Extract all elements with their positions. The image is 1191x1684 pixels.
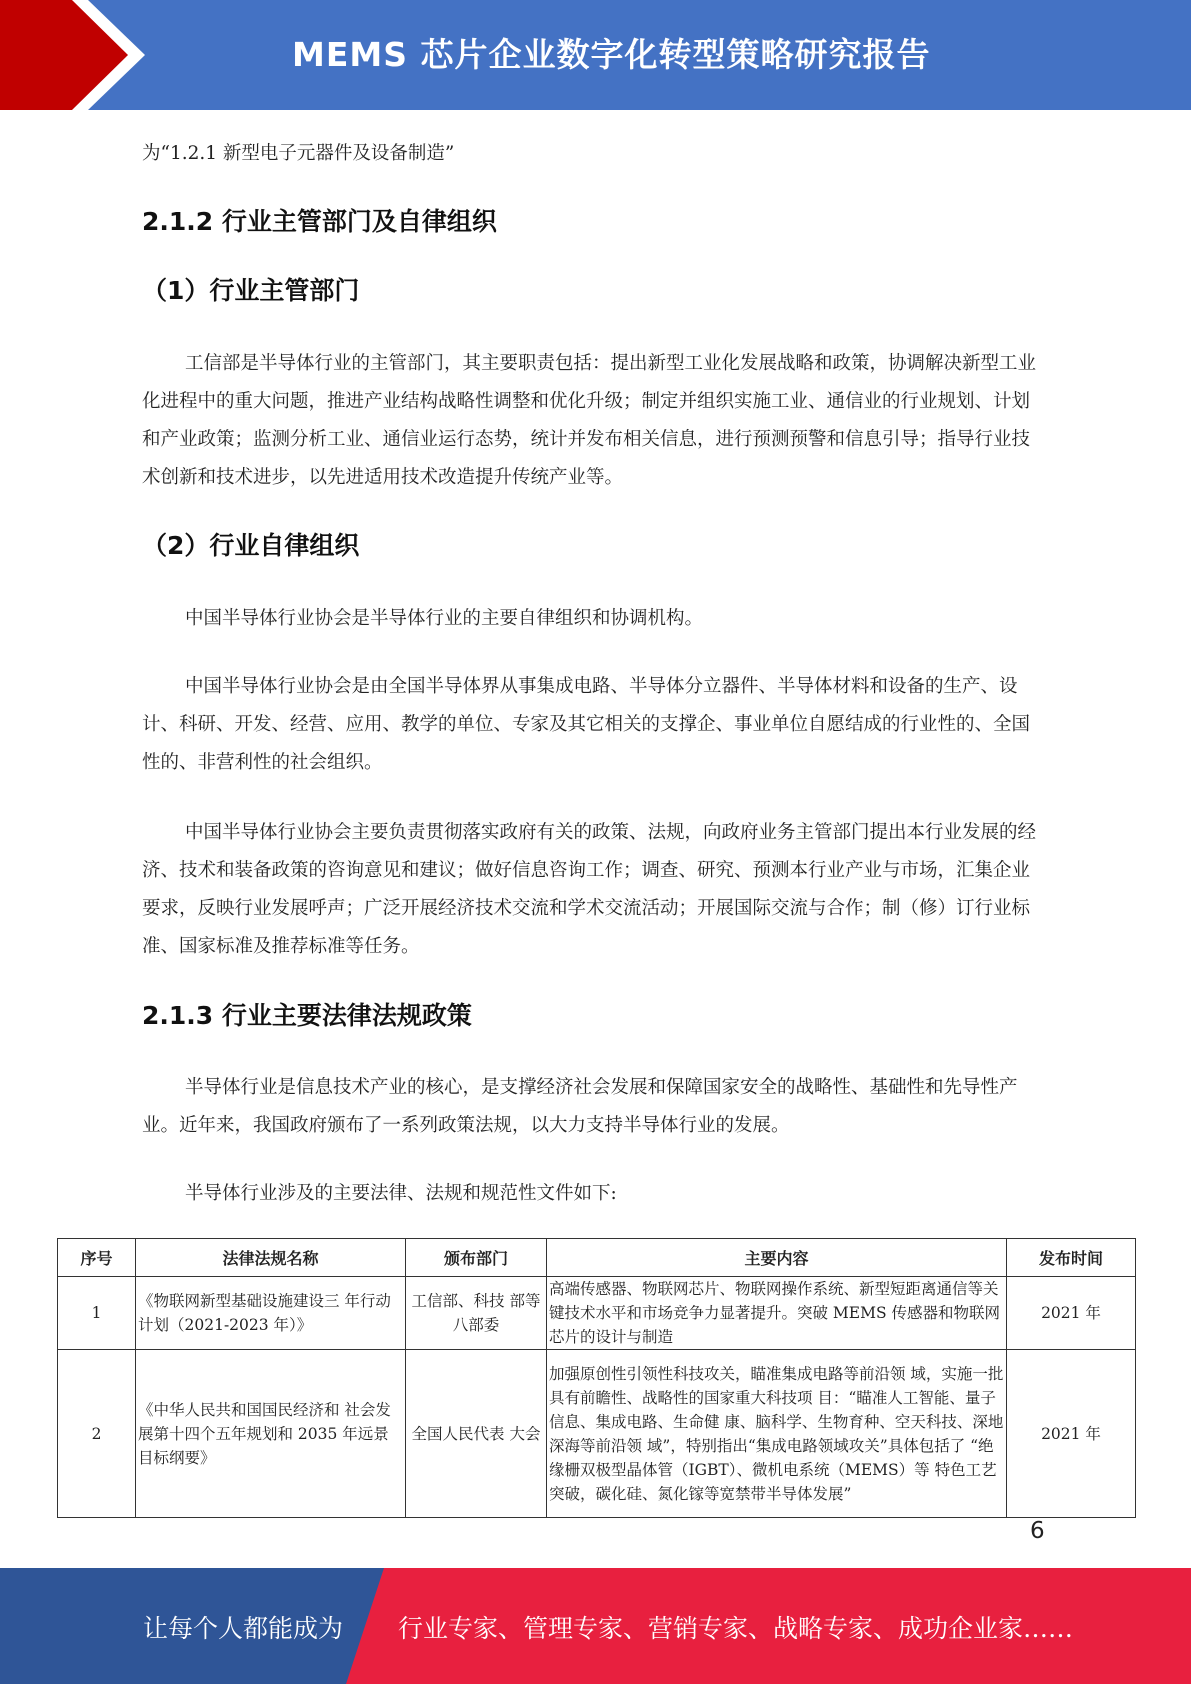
page-footer bbox=[0, 1568, 1191, 1684]
page-number: 6 bbox=[1030, 1518, 1045, 1544]
subheading-self-regulation: （2）行业自律组织 bbox=[142, 531, 360, 560]
header-arrow-decoration bbox=[0, 0, 160, 110]
cell-name: 《中华人民共和国国民经济和 社会发展第十四个五年规划和 2035 年远景目标纲要》 bbox=[136, 1350, 406, 1518]
section-heading-2-1-2: 2.1.2 行业主管部门及自律组织 bbox=[142, 207, 497, 236]
section-heading-2-1-3: 2.1.3 行业主要法律法规政策 bbox=[142, 1001, 472, 1030]
paragraph-association-intro: 中国半导体行业协会是半导体行业的主要自律组织和协调机构。 bbox=[185, 608, 704, 629]
header-content: 主要内容 bbox=[547, 1239, 1007, 1277]
cell-no: 2 bbox=[58, 1350, 136, 1518]
header-name: 法律法规名称 bbox=[136, 1239, 406, 1277]
subheading-authority: （1）行业主管部门 bbox=[142, 276, 360, 305]
header-date: 发布时间 bbox=[1007, 1239, 1136, 1277]
footer-slogan-left: 让每个人都能成为 bbox=[143, 1614, 344, 1643]
paragraph-association-members: 中国半导体行业协会是由全国半导体界从事集成电路、半导体分立器件、半导体材料和设备的生产、设计、科研、开发、经营、应用、教学的单位、专家及其它相关的支撑企、事业单位自愿结成的行业性的、全国性的、非营利性的社会组织。 bbox=[142, 676, 1031, 773]
footer-slogan-right: 行业专家、管理专家、营销专家、战略专家、成功企业家…… bbox=[398, 1614, 1074, 1643]
paragraph-table-lead: 半导体行业涉及的主要法律、法规和规范性文件如下: bbox=[185, 1183, 617, 1204]
paragraph-authority: 工信部是半导体行业的主管部门，其主要职责包括：提出新型工业化发展战略和政策，协调解决新型工业化进程中的重大问题，推进产业结构战略性调整和优化升级；制定并组织实施工业、通信业的行业规划、计划和产业政策；监测分析工业、通信业运行态势，统计并发布相关信息，进行预测预警和信息引导；指导行业技术创新和技术进步，以先进适用技术改造提升传统产业等。 bbox=[142, 353, 1037, 488]
report-title: MEMS 芯片企业数字化转型策略研究报告 bbox=[292, 35, 931, 74]
laws-table bbox=[57, 1238, 1136, 1518]
cell-dept: 全国人民代表 大会 bbox=[406, 1350, 547, 1518]
cell-name: 《物联网新型基础设施建设三 年行动计划（2021-2023 年）》 bbox=[136, 1277, 406, 1350]
paragraph-association-duties: 中国半导体行业协会主要负责贯彻落实政府有关的政策、法规，向政府业务主管部门提出本行业发展的经济、技术和装备政策的咨询意见和建议；做好信息咨询工作；调查、研究、预测本行业产业与市场，汇集企业要求，反映行业发展呼声；广泛开展经济技术交流和学术交流活动；开展国际交流与合作；制（修）订行业标准、国家标准及推荐标准等任务。 bbox=[142, 822, 1037, 957]
page-header bbox=[0, 0, 1191, 110]
cell-no: 1 bbox=[58, 1277, 136, 1350]
table-header-row bbox=[58, 1239, 1136, 1277]
cell-content: 高端传感器、物联网芯片、物联网操作系统、新型短距离通信等关键技术水平和市场竞争力显著提升。突破 MEMS 传感器和物联网芯片的设计与制造 bbox=[547, 1277, 1007, 1350]
cell-date: 2021 年 bbox=[1007, 1350, 1136, 1518]
paragraph-policy-intro: 半导体行业是信息技术产业的核心，是支撑经济社会发展和保障国家安全的战略性、基础性和先导性产业。近年来，我国政府颁布了一系列政策法规，以大力支持半导体行业的发展。 bbox=[142, 1077, 1018, 1136]
cell-content: 加强原创性引领性科技攻关，瞄准集成电路等前沿领 域，实施一批具有前瞻性、战略性的国家重大科技项 目：“瞄准人工智能、量子信息、集成电路、生命健 康、脑科学、生物育种、空天科技、深地深海等前沿领 域”，特别指出“集成电路领域攻关”具体包括了 “绝 缘栅双极型晶体管（IGBT）、微机电系统（MEMS）等 特色工艺突破，碳化硅、氮化镓等宽禁带半导体发展” bbox=[547, 1350, 1007, 1518]
lead-line: 为“1.2.1 新型电子元器件及设备制造” bbox=[142, 143, 455, 164]
cell-dept: 工信部、科技 部等八部委 bbox=[406, 1277, 547, 1350]
table-row bbox=[58, 1277, 1136, 1350]
table-row bbox=[58, 1350, 1136, 1518]
header-no: 序号 bbox=[58, 1239, 136, 1277]
cell-date: 2021 年 bbox=[1007, 1277, 1136, 1350]
header-dept: 颁布部门 bbox=[406, 1239, 547, 1277]
